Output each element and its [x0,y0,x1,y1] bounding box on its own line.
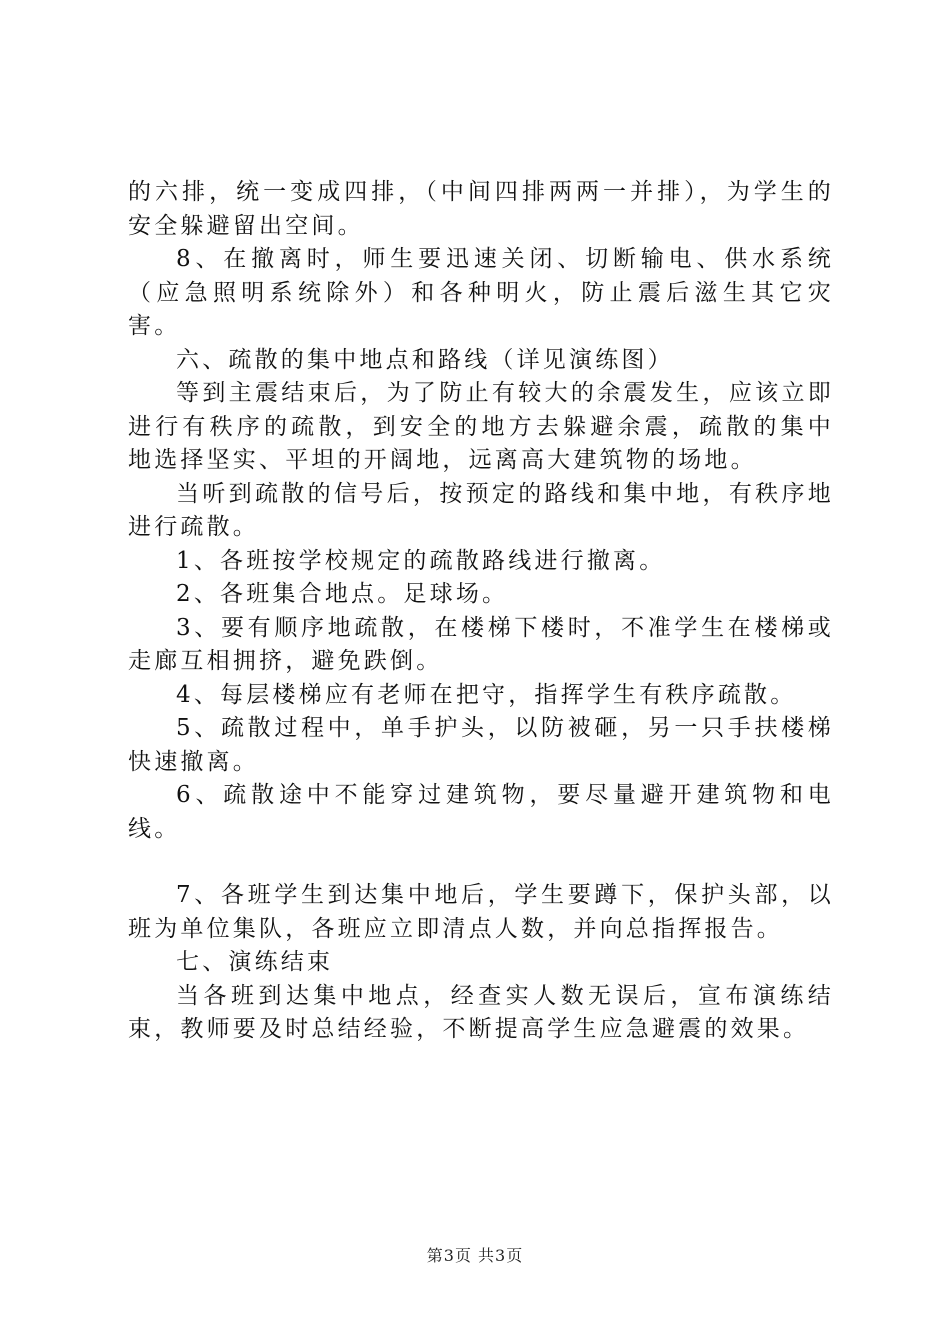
list-item-2: 2、各班集合地点。足球场。 [176,581,509,607]
blank-line [128,846,834,879]
list-item-4: 4、每层楼梯应有老师在把守，指挥学生有秩序疏散。 [176,681,797,708]
paragraph-continuation: 的六排，统一变成四排，（中间四排两两一并排），为学生的安全躲避留出空间。 [128,179,834,239]
list-item-3: 3、要有顺序地疏散，在楼梯下楼时，不准学生在楼梯或走廊互相拥挤，避免跌倒。 [128,614,834,674]
list-item-1: 1、各班按学校规定的疏散路线进行撤离。 [176,547,666,574]
list-item-5: 5、疏散过程中，单手护头，以防被砸，另一只手扶楼梯快速撤离。 [128,715,834,775]
page-footer: 第3页 共3页 [426,1246,524,1265]
section-heading-7: 七、演练结束 [176,949,334,975]
list-item-7: 7、各班学生到达集中地后，学生要蹲下，保护头部，以班为单位集队，各班应立即清点人数，并向总指挥报告。 [128,882,834,942]
paragraph-evacuation-intro: 等到主震结束后，为了防止有较大的余震发生，应该立即进行有秩序的疏散，到安全的地方去躲避余震，疏散的集中地选择坚实、平坦的开阔地，远离高大建筑物的场地。 [128,380,834,473]
paragraph-item-8: 8、在撤离时，师生要迅速关闭、切断输电、供水系统（应急照明系统除外）和各种明火，防止震后滋生其它灾害。 [128,246,834,339]
list-item-6: 6、疏散途中不能穿过建筑物，要尽量避开建筑物和电线。 [128,782,834,842]
document-body [128,176,834,1047]
paragraph-drill-end: 当各班到达集中地点，经查实人数无误后，宣布演练结束，教师要及时总结经验，不断提高学生应急避震的效果。 [128,982,834,1042]
section-heading-6: 六、疏散的集中地点和路线（详见演练图） [176,346,674,373]
paragraph-evacuation-signal: 当听到疏散的信号后，按预定的路线和集中地，有秩序地进行疏散。 [128,480,834,540]
